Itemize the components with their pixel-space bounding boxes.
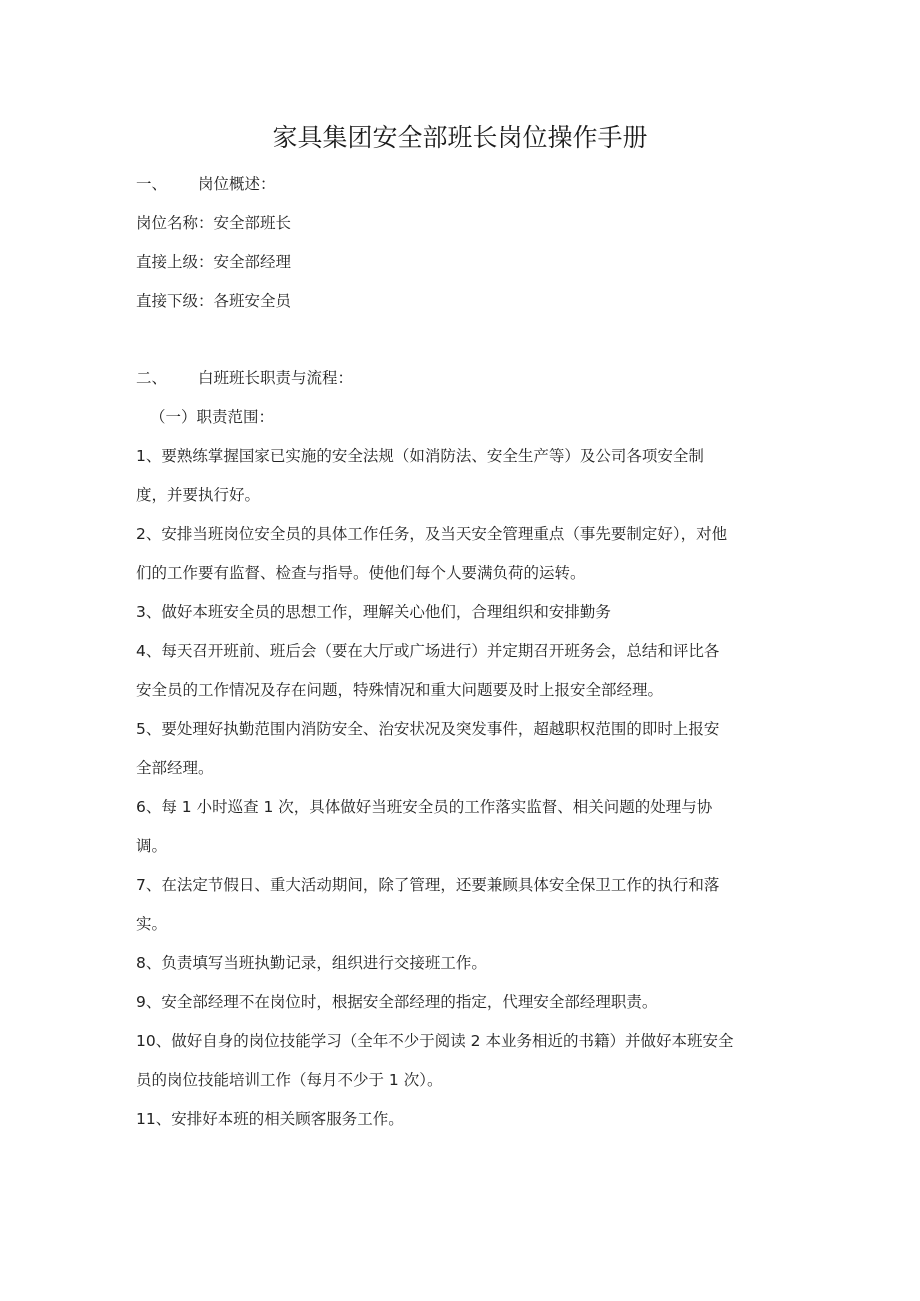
section-2-title: 白班班长职责与流程： [198, 369, 354, 387]
direct-subordinate: 直接下级：各班安全员 [136, 292, 292, 310]
list-item-7-line-2: 实。 [136, 915, 168, 933]
list-item-5-line-1: 5、要处理好执勤范围内消防安全、治安状况及突发事件，超越职权范围的即时上报安 [136, 720, 720, 738]
section-1-heading [136, 172, 276, 196]
position-name: 岗位名称：安全部班长 [136, 214, 292, 232]
list-item-2-line-2: 们的工作要有监督、检查与指导。使他们每个人要满负荷的运转。 [136, 564, 586, 582]
section-2-number: 二、 [136, 369, 168, 387]
list-item-3-line-1: 3、做好本班安全员的思想工作，理解关心他们，合理组织和安排勤务 [136, 603, 611, 621]
list-item-7-line-1: 7、在法定节假日、重大活动期间，除了管理，还要兼顾具体安全保卫工作的执行和落 [136, 876, 720, 894]
section-1-number: 一、 [136, 175, 168, 193]
list-item-10-line-1: 10、做好自身的岗位技能学习（全年不少于阅读 2 本业务相近的书籍）并做好本班安全 [136, 1032, 734, 1050]
document-title: 家具集团安全部班长岗位操作手册 [272, 123, 648, 152]
section-1-title: 岗位概述： [198, 175, 276, 193]
list-item-4-line-1: 4、每天召开班前、班后会（要在大厅或广场进行）并定期召开班务会，总结和评比各 [136, 642, 720, 660]
list-item-6-line-1: 6、每 1 小时巡查 1 次，具体做好当班安全员的工作落实监督、相关问题的处理与协 [136, 798, 713, 816]
list-item-6-line-2: 调。 [136, 837, 168, 855]
list-item-10-line-2: 员的岗位技能培训工作（每月不少于 1 次）。 [136, 1071, 443, 1089]
responsibility-scope-heading: （一）职责范围： [150, 408, 275, 426]
list-item-4-line-2: 安全员的工作情况及存在问题，特殊情况和重大问题要及时上报安全部经理。 [136, 681, 664, 699]
list-item-1-line-2: 度，并要执行好。 [136, 486, 261, 504]
list-item-2-line-1: 2、安排当班岗位安全员的具体工作任务，及当天安全管理重点（事先要制定好），对他 [136, 525, 728, 543]
list-item-8-line-1: 8、负责填写当班执勤记录，组织进行交接班工作。 [136, 954, 487, 972]
list-item-1-line-1: 1、要熟练掌握国家已实施的安全法规（如消防法、安全生产等）及公司各项安全制 [136, 447, 704, 465]
list-item-9-line-1: 9、安全部经理不在岗位时，根据安全部经理的指定，代理安全部经理职责。 [136, 993, 658, 1011]
section-2-heading [136, 366, 353, 390]
direct-superior: 直接上级：安全部经理 [136, 253, 292, 271]
list-item-11-line-1: 11、安排好本班的相关顾客服务工作。 [136, 1110, 404, 1128]
list-item-5-line-2: 全部经理。 [136, 759, 214, 777]
